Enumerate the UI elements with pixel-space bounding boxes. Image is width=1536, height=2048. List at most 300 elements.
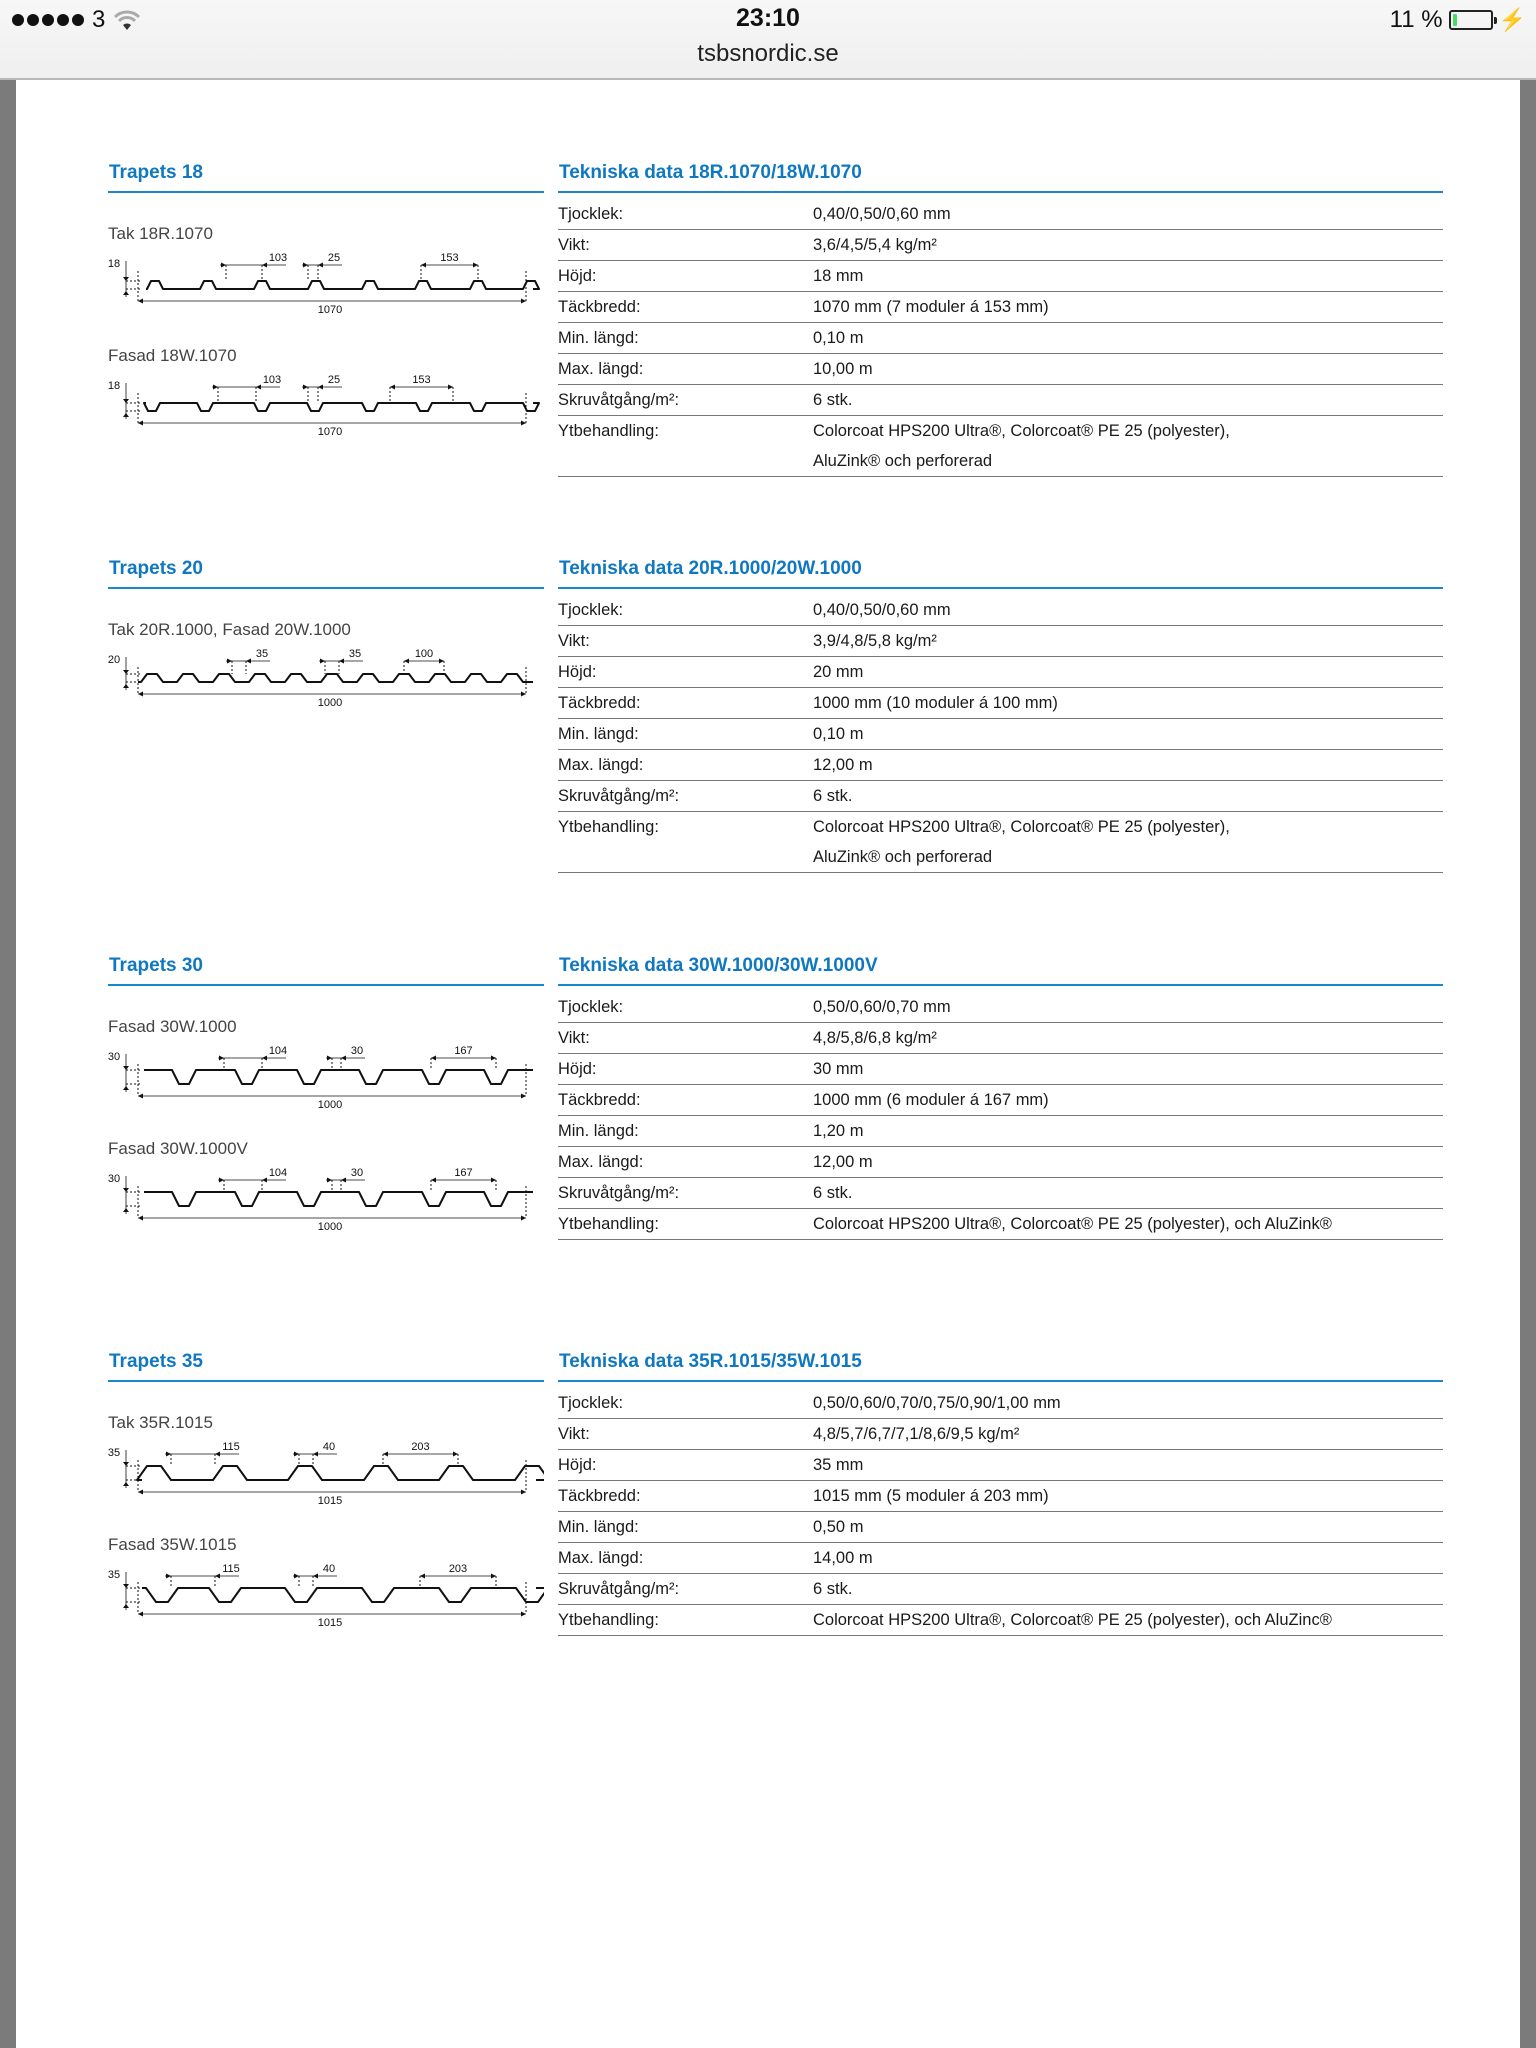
spec-row	[558, 657, 1443, 688]
spec-label: Täckbredd:	[558, 694, 641, 712]
total-width-label: 1070	[317, 304, 343, 315]
profile-cross-section	[108, 367, 544, 437]
spec-value	[813, 595, 1443, 626]
spec-value	[813, 1605, 1443, 1636]
arrowhead	[123, 413, 129, 417]
spec-value-line: 0,40/0,50/0,60 mm	[813, 205, 951, 223]
arrowhead	[123, 1066, 129, 1070]
height-label: 18	[108, 258, 121, 270]
spec-row	[558, 292, 1443, 323]
spec-value-line: 1000 mm (6 moduler á 167 mm)	[813, 1091, 1049, 1109]
spec-value	[813, 323, 1443, 354]
profile-label: Fasad 30W.1000	[108, 1017, 237, 1036]
dimension-label: 167	[454, 1167, 473, 1179]
spec-value	[813, 1419, 1443, 1450]
spec-value	[813, 1116, 1443, 1147]
arrowhead	[123, 1188, 129, 1192]
spec-row	[558, 595, 1443, 626]
total-width-label: 1000	[317, 697, 343, 709]
arrowhead	[123, 1482, 129, 1486]
arrowhead	[383, 1452, 388, 1457]
dimension-label: 153	[440, 252, 459, 264]
spec-value-line: 3,9/4,8/5,8 kg/m²	[813, 632, 937, 650]
spec-label: Höjd:	[558, 1456, 597, 1474]
spec-value	[813, 261, 1443, 292]
spec-value	[813, 385, 1443, 416]
profile-outline	[144, 403, 539, 411]
dimension-label: 100	[414, 648, 434, 660]
spec-value-line: 35 mm	[813, 1456, 864, 1474]
dimension-label: 203	[448, 1563, 468, 1575]
section-rule	[108, 587, 544, 589]
dimension-label: 30	[350, 1045, 364, 1057]
spec-label: Täckbredd:	[558, 298, 641, 316]
spec-title: Tekniska data 30W.1000/30W.1000V	[559, 955, 878, 976]
arrowhead	[431, 1178, 436, 1183]
spec-value-line: Colorcoat HPS200 Ultra®, Colorcoat® PE 25 (polyester),	[813, 818, 1230, 836]
arrowhead	[439, 659, 444, 664]
arrowhead	[138, 692, 143, 697]
arrowhead	[138, 1216, 143, 1221]
arrowhead	[215, 1452, 220, 1457]
dimension-label: 103	[262, 374, 282, 386]
spec-row	[558, 781, 1443, 812]
spec-row	[558, 1512, 1443, 1543]
spec-row	[558, 1178, 1443, 1209]
spec-rule	[558, 1380, 1443, 1382]
section-title: Trapets 20	[109, 558, 203, 579]
spec-value	[813, 354, 1443, 385]
spec-value-line: 0,10 m	[813, 725, 864, 743]
arrowhead	[123, 1584, 129, 1588]
arrowhead	[521, 692, 526, 697]
spec-title: Tekniska data 35R.1015/35W.1015	[559, 1351, 862, 1372]
arrowhead	[123, 291, 129, 295]
dimension-label: 103	[268, 252, 288, 264]
spec-label: Max. längd:	[558, 360, 644, 378]
arrowhead	[262, 1178, 267, 1183]
spec-value	[813, 626, 1443, 657]
spec-value-line: 1070 mm (7 moduler á 153 mm)	[813, 298, 1049, 316]
arrowhead	[262, 1056, 267, 1061]
spec-value	[813, 292, 1443, 323]
spec-label: Skruvåtgång/m²:	[558, 1580, 680, 1598]
spec-row	[558, 1605, 1443, 1636]
arrowhead	[521, 1490, 526, 1495]
profile-label: Tak 20R.1000, Fasad 20W.1000	[108, 620, 351, 639]
dimension-label: 35	[348, 648, 362, 660]
spec-label: Vikt:	[558, 632, 590, 650]
spec-value-line: 1015 mm (5 moduler á 203 mm)	[813, 1487, 1049, 1505]
spec-label: Min. längd:	[558, 725, 639, 743]
spec-value-line: Colorcoat HPS200 Ultra®, Colorcoat® PE 25 (polyester), och AluZink®	[813, 1215, 1332, 1233]
arrowhead	[421, 263, 426, 268]
spec-value-line: 4,8/5,7/6,7/7,1/8,6/9,5 kg/m²	[813, 1425, 1020, 1443]
spec-value	[813, 1574, 1443, 1605]
spec-value	[813, 1481, 1443, 1512]
profile-label: Tak 35R.1015	[108, 1413, 213, 1432]
arrowhead	[215, 1574, 220, 1579]
spec-row	[558, 354, 1443, 385]
dimension-label: 115	[222, 1441, 240, 1453]
spec-label: Vikt:	[558, 1425, 590, 1443]
spec-row	[558, 1209, 1443, 1240]
arrowhead	[303, 263, 308, 268]
spec-row	[558, 1574, 1443, 1605]
spec-value	[813, 1147, 1443, 1178]
spec-row	[558, 1023, 1443, 1054]
arrowhead	[491, 1574, 496, 1579]
arrowhead	[473, 263, 478, 268]
arrowhead	[491, 1178, 496, 1183]
arrowhead	[221, 263, 226, 268]
arrowhead	[521, 1094, 526, 1099]
profile-label: Fasad 35W.1015	[108, 1535, 237, 1554]
total-width-label: 1015	[317, 1617, 343, 1626]
spec-label: Ytbehandling:	[558, 818, 659, 836]
spec-value-line: 4,8/5,8/6,8 kg/m²	[813, 1029, 937, 1047]
spec-row	[558, 385, 1443, 416]
spec-column	[558, 1350, 1443, 1636]
spec-value	[813, 1388, 1443, 1419]
spec-label: Max. längd:	[558, 1549, 644, 1567]
arrowhead	[303, 385, 308, 390]
spec-row	[558, 719, 1443, 750]
spec-column	[558, 557, 1443, 873]
arrowhead	[521, 299, 526, 304]
spec-row	[558, 812, 1443, 873]
spec-value-line: Colorcoat HPS200 Ultra®, Colorcoat® PE 25 (polyester),	[813, 422, 1230, 440]
spec-label: Skruvåtgång/m²:	[558, 391, 680, 409]
spec-value-line: AluZink® och perforerad	[813, 848, 993, 866]
arrowhead	[138, 421, 143, 426]
spec-value	[813, 992, 1443, 1023]
spec-value	[813, 812, 1443, 873]
arrowhead	[341, 1056, 346, 1061]
spec-value	[813, 230, 1443, 261]
spec-label: Max. längd:	[558, 1153, 644, 1171]
dimension-label: 167	[454, 1045, 473, 1057]
spec-value-line: 0,40/0,50/0,60 mm	[813, 601, 951, 619]
spec-value-line: 20 mm	[813, 663, 864, 681]
height-label: 30	[108, 1051, 121, 1063]
spec-row	[558, 1147, 1443, 1178]
arrowhead	[491, 1056, 496, 1061]
spec-value-line: 6 stk.	[813, 391, 853, 409]
spec-label: Ytbehandling:	[558, 1215, 659, 1233]
height-label: 35	[108, 1447, 121, 1459]
arrowhead	[521, 1216, 526, 1221]
profile-outline	[138, 674, 533, 682]
spec-value-line: 14,00 m	[813, 1549, 873, 1567]
section-rule	[108, 191, 544, 193]
spec-value	[813, 657, 1443, 688]
profile-outline	[146, 281, 539, 289]
spec-value	[813, 1543, 1443, 1574]
spec-row	[558, 688, 1443, 719]
arrowhead	[219, 1178, 224, 1183]
spec-row	[558, 1116, 1443, 1147]
spec-table	[558, 595, 1443, 873]
profile-drawing	[108, 345, 544, 437]
arrowhead	[420, 1574, 425, 1579]
spec-label: Höjd:	[558, 1060, 597, 1078]
profile-outline	[142, 1588, 544, 1602]
profile-cross-section	[108, 1556, 544, 1626]
profile-cross-section	[108, 641, 544, 711]
spec-label: Tjocklek:	[558, 998, 624, 1016]
carrier-name: 3	[92, 6, 106, 33]
arrowhead	[213, 385, 218, 390]
spec-value-line: 18 mm	[813, 267, 864, 285]
profile-label: Tak 18R.1070	[108, 224, 213, 243]
spec-label: Skruvåtgång/m²:	[558, 1184, 680, 1202]
spec-value	[813, 416, 1443, 477]
spec-value-line: 3,6/4,5/5,4 kg/m²	[813, 236, 937, 254]
spec-value-line: 6 stk.	[813, 787, 853, 805]
dimension-label: 153	[412, 374, 431, 386]
arrowhead	[453, 1452, 458, 1457]
dimension-label: 25	[327, 374, 341, 386]
profile-drawing	[108, 1016, 544, 1108]
spec-value-line: 0,10 m	[813, 329, 864, 347]
spec-value-line: 30 mm	[813, 1060, 864, 1078]
arrowhead	[123, 1086, 129, 1090]
battery-percent: 11 %	[1389, 6, 1443, 33]
battery-icon	[1449, 10, 1493, 30]
arrowhead	[313, 1452, 318, 1457]
section-title: Trapets 35	[109, 1351, 203, 1372]
profile-drawing	[108, 1412, 544, 1504]
arrowhead	[123, 684, 129, 688]
total-width-label: 1015	[317, 1495, 343, 1504]
arrowhead	[227, 659, 232, 664]
arrowhead	[404, 659, 409, 664]
height-label: 30	[108, 1173, 121, 1185]
spec-row	[558, 1085, 1443, 1116]
arrowhead	[123, 670, 129, 674]
spec-value-line: 12,00 m	[813, 1153, 873, 1171]
spec-title: Tekniska data 18R.1070/18W.1070	[559, 162, 862, 183]
arrowhead	[256, 385, 261, 390]
address-bar[interactable]: tsbsnordic.se	[697, 40, 839, 67]
arrowhead	[341, 1178, 346, 1183]
spec-rule	[558, 587, 1443, 589]
spec-value-line: 0,50/0,60/0,70/0,75/0,90/1,00 mm	[813, 1394, 1061, 1412]
dimension-label: 115	[222, 1563, 240, 1575]
dimension-label: 30	[350, 1167, 364, 1179]
profile-drawing	[108, 1138, 544, 1230]
spec-row	[558, 199, 1443, 230]
spec-row	[558, 750, 1443, 781]
spec-label: Min. längd:	[558, 1122, 639, 1140]
spec-label: Höjd:	[558, 267, 597, 285]
spec-column	[558, 954, 1443, 1240]
document-page	[16, 80, 1520, 2048]
spec-value-line: 1000 mm (10 moduler á 100 mm)	[813, 694, 1058, 712]
spec-value-line: 12,00 m	[813, 756, 873, 774]
arrowhead	[166, 1452, 171, 1457]
profile-drawing	[108, 1534, 544, 1626]
profile-column	[108, 954, 544, 1230]
spec-label: Tjocklek:	[558, 601, 624, 619]
spec-value	[813, 1023, 1443, 1054]
spec-table	[558, 1388, 1443, 1636]
spec-value-line: Colorcoat HPS200 Ultra®, Colorcoat® PE 25 (polyester), och AluZinc®	[813, 1611, 1332, 1629]
profile-outline	[144, 1192, 533, 1206]
charging-icon: ⚡	[1498, 7, 1526, 32]
total-width-label: 1000	[317, 1221, 343, 1230]
arrowhead	[294, 1452, 299, 1457]
spec-table	[558, 992, 1443, 1240]
spec-row	[558, 1481, 1443, 1512]
spec-label: Skruvåtgång/m²:	[558, 787, 680, 805]
spec-table	[558, 199, 1443, 477]
spec-rule	[558, 191, 1443, 193]
status-time: 23:10	[736, 4, 800, 32]
spec-value	[813, 1512, 1443, 1543]
arrowhead	[138, 1490, 143, 1495]
spec-value-line: 6 stk.	[813, 1580, 853, 1598]
spec-value-line: AluZink® och perforerad	[813, 452, 993, 470]
arrowhead	[123, 277, 129, 281]
arrowhead	[138, 1612, 143, 1617]
spec-value	[813, 1085, 1443, 1116]
spec-row	[558, 323, 1443, 354]
dimension-label: 104	[268, 1167, 288, 1179]
arrowhead	[320, 659, 325, 664]
profile-drawing	[108, 619, 544, 711]
total-width-label: 1070	[317, 426, 343, 437]
spec-row	[558, 416, 1443, 477]
dimension-label: 25	[327, 252, 341, 264]
arrowhead	[123, 1208, 129, 1212]
dimension-label: 203	[411, 1441, 430, 1453]
profile-column	[108, 1350, 544, 1626]
spec-label: Tjocklek:	[558, 1394, 624, 1412]
arrowhead	[431, 1056, 436, 1061]
arrowhead	[521, 1612, 526, 1617]
spec-label: Min. längd:	[558, 329, 639, 347]
spec-value	[813, 719, 1443, 750]
spec-row	[558, 1388, 1443, 1419]
section-rule	[108, 1380, 544, 1382]
spec-value	[813, 781, 1443, 812]
spec-value	[813, 688, 1443, 719]
spec-label: Täckbredd:	[558, 1487, 641, 1505]
spec-row	[558, 1419, 1443, 1450]
arrowhead	[327, 1178, 332, 1183]
dimension-label: 40	[322, 1563, 336, 1575]
spec-label: Ytbehandling:	[558, 422, 659, 440]
profile-drawing	[108, 223, 544, 315]
arrowhead	[138, 1094, 143, 1099]
spec-value	[813, 1054, 1443, 1085]
dimension-label: 104	[268, 1045, 288, 1057]
spec-row	[558, 230, 1443, 261]
arrowhead	[166, 1574, 171, 1579]
profile-column	[108, 161, 544, 437]
arrowhead	[123, 1462, 129, 1466]
arrowhead	[246, 659, 251, 664]
spec-label: Vikt:	[558, 1029, 590, 1047]
status-bar-right	[1390, 6, 1526, 34]
spec-value	[813, 199, 1443, 230]
dimension-label: 35	[255, 648, 269, 660]
section-title: Trapets 30	[109, 955, 203, 976]
spec-label: Vikt:	[558, 236, 590, 254]
spec-value	[813, 1209, 1443, 1240]
spec-value-line: 6 stk.	[813, 1184, 853, 1202]
arrowhead	[123, 399, 129, 403]
spec-row	[558, 1054, 1443, 1085]
arrowhead	[327, 1056, 332, 1061]
arrowhead	[448, 385, 453, 390]
spec-value-line: 0,50 m	[813, 1518, 864, 1536]
arrowhead	[313, 1574, 318, 1579]
arrowhead	[390, 385, 395, 390]
spec-value-line: 0,50/0,60/0,70 mm	[813, 998, 951, 1016]
spec-label: Tjocklek:	[558, 205, 624, 223]
spec-value	[813, 750, 1443, 781]
height-label: 18	[108, 380, 121, 392]
spec-row	[558, 992, 1443, 1023]
spec-column	[558, 161, 1443, 477]
spec-value	[813, 1450, 1443, 1481]
spec-label: Min. längd:	[558, 1518, 639, 1536]
spec-row	[558, 1543, 1443, 1574]
profile-column	[108, 557, 544, 709]
arrowhead	[138, 299, 143, 304]
spec-label: Täckbredd:	[558, 1091, 641, 1109]
profile-outline	[144, 1070, 533, 1084]
spec-label: Ytbehandling:	[558, 1611, 659, 1629]
spec-label: Höjd:	[558, 663, 597, 681]
height-label: 20	[108, 654, 121, 666]
arrowhead	[123, 1604, 129, 1608]
section-rule	[108, 984, 544, 986]
arrowhead	[521, 421, 526, 426]
profile-label: Fasad 30W.1000V	[108, 1139, 248, 1158]
arrowhead	[262, 263, 267, 268]
battery-level	[1453, 14, 1457, 26]
spec-row	[558, 261, 1443, 292]
spec-row	[558, 1450, 1443, 1481]
height-label: 35	[108, 1569, 121, 1581]
profile-cross-section	[108, 1038, 544, 1108]
spec-value	[813, 1178, 1443, 1209]
dimension-label: 40	[322, 1441, 336, 1453]
profile-cross-section	[108, 1434, 544, 1504]
arrowhead	[219, 1056, 224, 1061]
profile-label: Fasad 18W.1070	[108, 346, 237, 365]
browser-header	[0, 0, 1536, 80]
spec-value-line: 1,20 m	[813, 1122, 864, 1140]
arrowhead	[318, 263, 323, 268]
arrowhead	[294, 1574, 299, 1579]
arrowhead	[318, 385, 323, 390]
profile-outline	[137, 1466, 544, 1480]
battery-tip	[1494, 17, 1497, 24]
profile-cross-section	[108, 245, 544, 315]
total-width-label: 1000	[317, 1099, 343, 1108]
arrowhead	[339, 659, 344, 664]
spec-row	[558, 626, 1443, 657]
profile-cross-section	[108, 1160, 544, 1230]
spec-rule	[558, 984, 1443, 986]
spec-label: Max. längd:	[558, 756, 644, 774]
spec-value-line: 10,00 m	[813, 360, 873, 378]
